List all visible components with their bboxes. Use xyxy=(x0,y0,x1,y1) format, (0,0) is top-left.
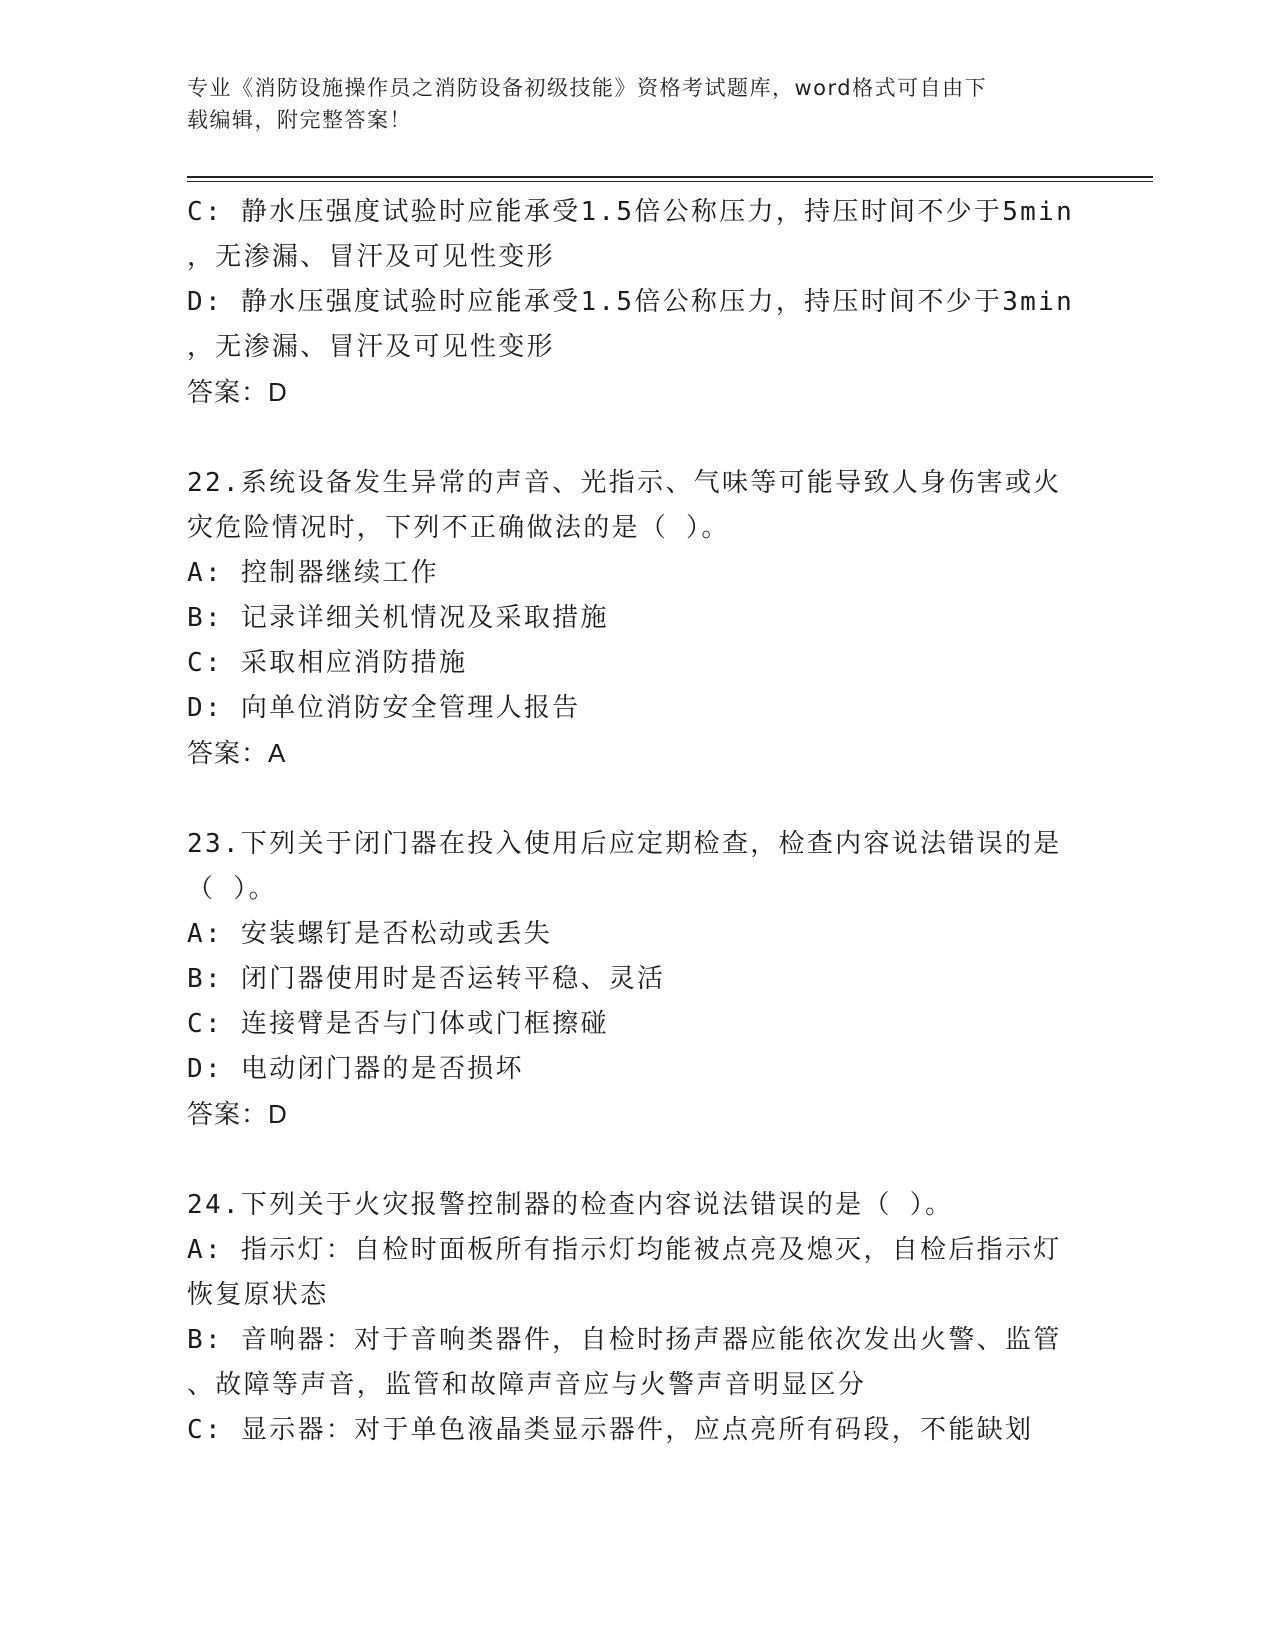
question-stem-line-2: （ ）。 xyxy=(187,874,277,904)
header-divider-thin xyxy=(187,181,1153,182)
document-header xyxy=(187,72,1087,136)
option-c-line-1: C: 静水压强度试验时应能承受1.5倍公称压力，持压时间不少于5min xyxy=(187,197,1075,227)
option-a-line-1: A: 指示灯：自检时面板所有指示灯均能被点亮及熄灭，自检后指示灯 xyxy=(187,1235,1062,1265)
question-24 xyxy=(187,1183,1087,1453)
spacer xyxy=(187,1137,1087,1183)
answer: 答案：A xyxy=(187,738,287,768)
option-c: C: 采取相应消防措施 xyxy=(187,648,468,678)
option-d: D: 向单位消防安全管理人报告 xyxy=(187,693,581,723)
option-d: D: 电动闭门器的是否损坏 xyxy=(187,1054,524,1084)
question-stem-line-2: 灾危险情况时，下列不正确做法的是（ ）。 xyxy=(187,513,730,543)
option-a-line-2: 恢复原状态 xyxy=(187,1280,329,1310)
option-b-line-1: B: 音响器：对于音响类器件，自检时扬声器应能依次发出火警、监管 xyxy=(187,1325,1062,1355)
option-c-line-2: ，无渗漏、冒汗及可见性变形 xyxy=(187,242,555,272)
spacer xyxy=(187,776,1087,822)
question-stem-line-1: 23.下列关于闭门器在投入使用后应定期检查，检查内容说法错误的是 xyxy=(187,829,1062,859)
answer: 答案：D xyxy=(187,1099,288,1129)
question-content xyxy=(187,190,1087,1453)
question-23 xyxy=(187,822,1087,1137)
header-line-1: 专业《消防设施操作员之消防设备初级技能》资格考试题库，word格式可自由下 xyxy=(187,76,988,100)
question-stem-line-1: 24.下列关于火灾报警控制器的检查内容说法错误的是（ ）。 xyxy=(187,1190,954,1220)
question-stem-line-1: 22.系统设备发生异常的声音、光指示、气味等可能导致人身伤害或火 xyxy=(187,468,1062,498)
option-b: B: 记录详细关机情况及采取措施 xyxy=(187,603,609,633)
answer: 答案：D xyxy=(187,377,288,407)
option-a: A: 安装螺钉是否松动或丢失 xyxy=(187,919,553,949)
option-b-line-2: 、故障等声音，监管和故障声音应与火警声音明显区分 xyxy=(187,1370,867,1400)
question-22 xyxy=(187,461,1087,776)
spacer xyxy=(187,415,1087,461)
option-a: A: 控制器继续工作 xyxy=(187,558,439,588)
header-line-2: 载编辑，附完整答案！ xyxy=(187,108,412,132)
option-c-line-1: C: 显示器：对于单色液晶类显示器件，应点亮所有码段，不能缺划 xyxy=(187,1415,1034,1445)
header-divider-thick xyxy=(187,176,1153,178)
option-d-line-1: D: 静水压强度试验时应能承受1.5倍公称压力，持压时间不少于3min xyxy=(187,287,1075,317)
option-b: B: 闭门器使用时是否运转平稳、灵活 xyxy=(187,964,666,994)
question-21-tail xyxy=(187,190,1087,415)
option-d-line-2: ，无渗漏、冒汗及可见性变形 xyxy=(187,332,555,362)
option-c: C: 连接臂是否与门体或门框擦碰 xyxy=(187,1009,609,1039)
